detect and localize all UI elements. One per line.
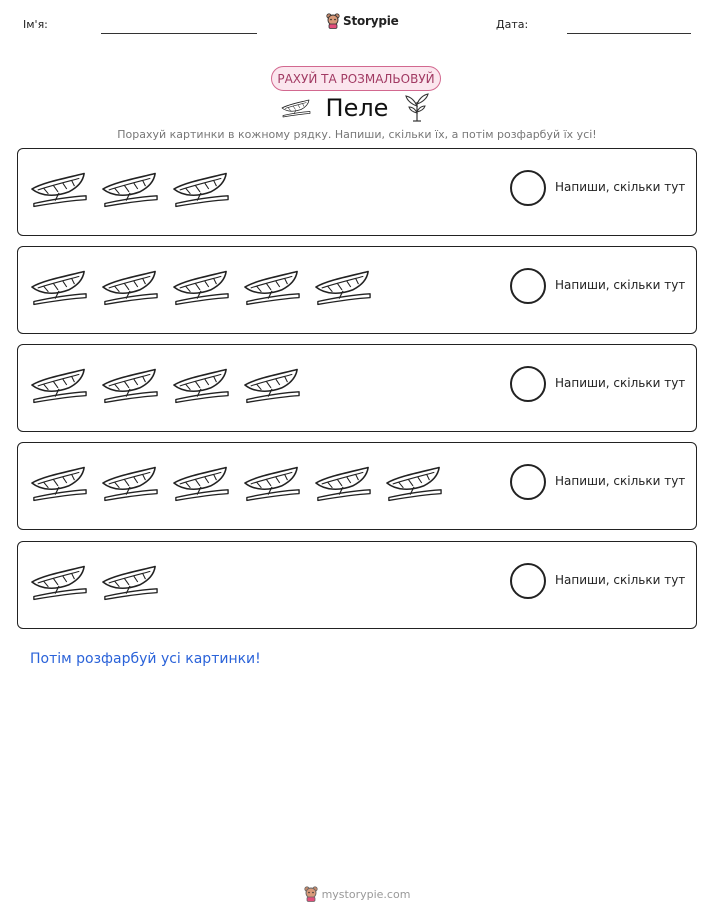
picture-group	[30, 463, 443, 503]
answer-circle[interactable]	[510, 563, 546, 599]
kayak-icon	[172, 463, 230, 503]
kayak-icon	[243, 267, 301, 307]
counting-row	[17, 246, 697, 334]
picture-group	[30, 169, 230, 209]
kayak-icon	[101, 169, 159, 209]
name-line[interactable]	[101, 33, 257, 34]
kayak-icon	[243, 365, 301, 405]
storypie-logo	[326, 13, 399, 29]
kayak-icon	[101, 562, 159, 602]
answer-circle[interactable]	[510, 366, 546, 402]
picture-group	[30, 365, 301, 405]
answer-circle[interactable]	[510, 170, 546, 206]
picture-group	[30, 562, 159, 602]
bear-icon	[304, 886, 318, 902]
counting-row	[17, 344, 697, 432]
instructions: Порахуй картинки в кожному рядку. Напиши, скільки їх, а потім розфарбуй їх усі!	[117, 128, 597, 141]
kayak-icon	[101, 463, 159, 503]
footer-note: Потім розфарбуй усі картинки!	[30, 651, 261, 667]
picture-group	[30, 267, 372, 307]
page-title: Пеле	[325, 94, 389, 122]
kayak-icon	[30, 169, 88, 209]
kayak-icon	[243, 463, 301, 503]
kayak-icon	[30, 365, 88, 405]
brand-text: mystorypie.com	[321, 887, 411, 901]
counting-row	[17, 148, 697, 236]
kayak-icon	[172, 169, 230, 209]
date-label: Дата:	[496, 18, 529, 31]
answer-label: Напиши, скільки тут	[555, 474, 686, 488]
name-label: Ім'я:	[23, 18, 48, 31]
counting-row	[17, 541, 697, 629]
kayak-icon	[172, 267, 230, 307]
kayak-icon	[314, 463, 372, 503]
answer-label: Напиши, скільки тут	[555, 573, 686, 587]
plant-icon	[404, 92, 430, 122]
answer-label: Напиши, скільки тут	[555, 376, 686, 390]
brand-footer	[0, 886, 714, 902]
kayak-icon	[314, 267, 372, 307]
answer-circle[interactable]	[510, 464, 546, 500]
kayak-icon	[30, 463, 88, 503]
kayak-icon	[30, 267, 88, 307]
kayak-icon	[101, 365, 159, 405]
answer-circle[interactable]	[510, 268, 546, 304]
answer-label: Напиши, скільки тут	[555, 278, 686, 292]
kayak-icon	[30, 562, 88, 602]
logo-text: Storypie	[343, 14, 399, 28]
activity-badge: РАХУЙ ТА РОЗМАЛЬОВУЙ	[271, 66, 441, 91]
kayak-icon	[101, 267, 159, 307]
bear-icon	[326, 13, 340, 29]
kayak-icon	[172, 365, 230, 405]
date-line[interactable]	[567, 33, 691, 34]
answer-label: Напиши, скільки тут	[555, 180, 686, 194]
counting-row	[17, 442, 697, 530]
kayak-icon	[385, 463, 443, 503]
